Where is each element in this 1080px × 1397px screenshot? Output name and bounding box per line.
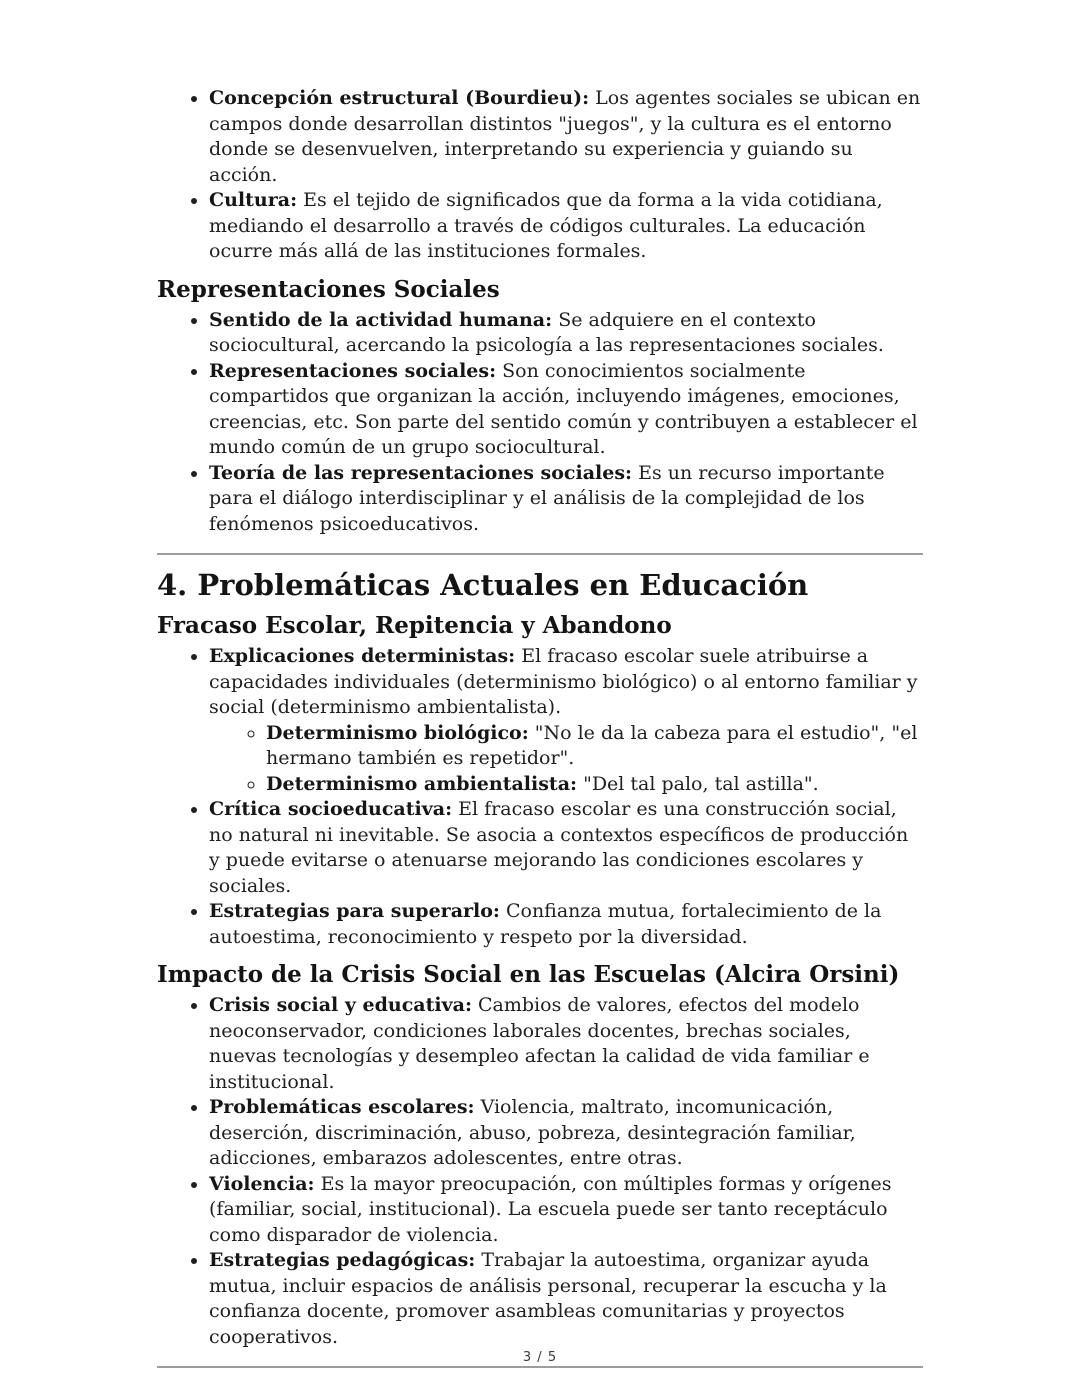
list-item (209, 899, 923, 950)
heading-representaciones-sociales: Representaciones Sociales (157, 275, 500, 303)
item-label: Estrategias para superarlo: (209, 900, 500, 922)
item-text: "Del tal palo, tal astilla". (583, 772, 819, 795)
item-text: Cambios de valores, efectos del modelo neoconservador, condiciones laborales docentes, brechas sociales, nuevas tecnologías y desempleo afectan la calidad de vida familiar e institucional. (209, 994, 870, 1093)
section-divider-1 (157, 553, 923, 555)
item-label: Estrategias pedagógicas: (209, 1249, 476, 1271)
item-label: Representaciones sociales: (209, 359, 497, 382)
item-label: Concepción estructural (Bourdieu): (209, 87, 590, 109)
list-item (209, 1172, 923, 1249)
item-text: El fracaso escolar es una construcción social, no natural ni inevitable. Se asocia a contextos específicos de producción y puede evitarse o atenuarse mejorando las condiciones escolares y sociales. (209, 798, 909, 897)
list-subitem (266, 772, 923, 798)
item-text: Es un recurso importante para el diálogo interdisciplinar y el análisis de la complejidad de los fenómenos psicoeducativos. (209, 461, 885, 535)
heading-section-4: 4. Problemáticas Actuales en Educación (157, 568, 809, 602)
item-text: Violencia, maltrato, incomunicación, deserción, discriminación, abuso, pobreza, desintegración familiar, adicciones, embarazos adolescentes, entre otras. (209, 1096, 856, 1169)
list-item (209, 359, 923, 461)
list-item (209, 308, 923, 359)
item-text: Es la mayor preocupación, con múltiples formas y orígenes (familiar, social, institucional). La escuela puede ser tanto receptáculo como disparador de violencia. (209, 1172, 892, 1246)
item-label: Sentido de la actividad humana: (209, 308, 553, 331)
item-text: Los agentes sociales se ubican en campos donde desarrollan distintos "juegos", y la cultura es el entorno donde se desenvuelven, interpretando su experiencia y guiando su acción. (209, 87, 921, 186)
list-item (209, 993, 923, 1095)
item-label: Determinismo biológico: (266, 721, 529, 744)
list-item (209, 461, 923, 538)
item-label: Crisis social y educativa: (209, 994, 472, 1016)
determinismo-sublist (209, 721, 923, 798)
item-label: Problemáticas escolares: (209, 1096, 475, 1118)
item-text: "No le da la cabeza para el estudio", "el hermano también es repetidor". (266, 721, 918, 769)
item-text: Se adquiere en el contexto sociocultural, acercando la psicología a las representaciones sociales. (209, 308, 884, 356)
item-text: Es el tejido de significados que da forma a la vida cotidiana, mediando el desarrollo a través de códigos culturales. La educación ocurre más allá de las instituciones formales. (209, 189, 883, 262)
item-label: Violencia: (209, 1172, 315, 1195)
fracaso-list (157, 644, 923, 950)
item-text: Confianza mutua, fortalecimiento de la autoestima, reconocimiento y respeto por la diversidad. (209, 900, 882, 948)
heading-impacto-crisis-social: Impacto de la Crisis Social en las Escuelas (Alcira Orsini) (157, 961, 900, 988)
intro-list (157, 86, 923, 265)
item-label: Determinismo ambientalista: (266, 772, 578, 795)
item-text: El fracaso escolar suele atribuirse a capacidades individuales (determinismo biológico) o al entorno familiar y social (determinismo ambientalista). (209, 645, 918, 718)
list-item (209, 1095, 923, 1172)
item-text: Son conocimientos socialmente compartidos que organizan la acción, incluyendo imágenes, emociones, creencias, etc. Son parte del sentido común y contribuyen a establecer el mundo común de un grupo sociocultural. (209, 359, 918, 458)
list-item (209, 797, 923, 899)
page-number: 3 / 5 (522, 1350, 558, 1365)
list-item (209, 188, 923, 265)
list-subitem (266, 721, 923, 772)
list-item (209, 1248, 923, 1350)
representaciones-list (157, 308, 923, 538)
impacto-list (157, 993, 923, 1350)
item-label: Explicaciones deterministas: (209, 645, 516, 667)
item-label: Teoría de las representaciones sociales: (209, 461, 633, 484)
list-item (209, 644, 923, 797)
item-label: Crítica socioeducativa: (209, 798, 453, 820)
item-label: Cultura: (209, 189, 298, 211)
heading-fracaso-escolar: Fracaso Escolar, Repitencia y Abandono (157, 612, 672, 639)
list-item (209, 86, 923, 188)
item-text: Trabajar la autoestima, organizar ayuda mutua, incluir espacios de análisis personal, recuperar la escucha y la confianza docente, promover asambleas comunitarias y proyectos cooperativos. (209, 1249, 887, 1348)
